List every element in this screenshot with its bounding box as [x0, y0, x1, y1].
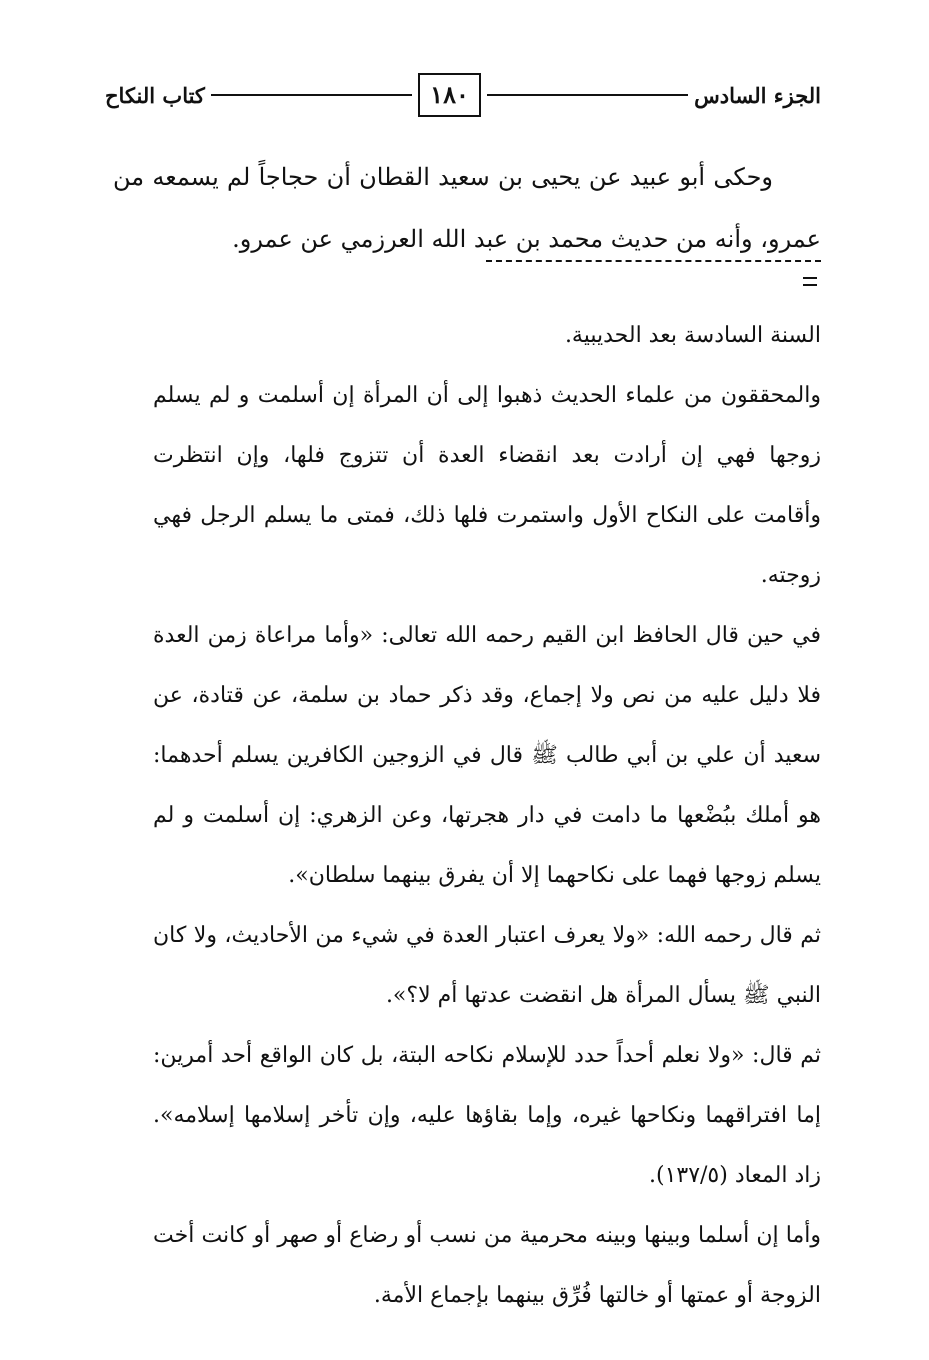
footnote-paragraph: والمحققون من علماء الحديث ذهبوا إلى أن المرأة إن أسلمت و لم يسلم زوجها فهي إن أرادت بعد انقضاء العدة أن تتزوج فلها، وإن انتظرت وأقامت على النكاح الأول واستمرت فلها ذلك، فمتى ما يسلم الرجل فهي زوجته. — [153, 383, 821, 588]
header-rule-right — [487, 94, 688, 96]
book-title: كتاب النكاح — [105, 82, 205, 108]
footnote-separator — [486, 260, 821, 262]
footnote-paragraph: في حين قال الحافظ ابن القيم رحمه الله تعالى: «وأما مراعاة زمن العدة فلا دليل عليه من نص ولا إجماع، وقد ذكر حماد بن سلمة، عن قتادة، عن سعيد أن علي بن أبي طالب ﷺ قال في الزوجين الكافرين يسلم أحدهما: هو أملك ببُضْعها ما دامت في دار هجرتها، وعن الزهري: إن أسلمت و لم يسلم زوجها فهما على نكاحهما إلا أن يفرق بينهما سلطان». — [153, 623, 821, 888]
footnote-paragraph: ثم قال: «ولا نعلم أحداً حدد للإسلام نكاحه البتة، بل كان الواقع أحد أمرين: إما افتراقهما ونكاحها غيره، وإما بقاؤها عليه، وإن تأخر إسلامها إسلامه». زاد المعاد (١٣٧/٥). — [153, 1043, 821, 1188]
footnotes — [153, 306, 821, 1326]
main-paragraph: وحكى أبو عبيد عن يحيى بن سعيد القطان أن حجاجاً لم يسمعه من عمرو، وأنه من حديث محمد بن عبد الله العرزمي عن عمرو. — [113, 163, 821, 253]
header-rule-left — [211, 94, 412, 96]
footnote-separator-mark — [803, 277, 817, 279]
footnote-paragraph: السنة السادسة بعد الحديبية. — [564, 323, 821, 348]
footnote-paragraph: ثم قال رحمه الله: «ولا يعرف اعتبار العدة في شيء من الأحاديث، ولا كان النبي ﷺ يسأل المرأة هل انقضت عدتها أم لا؟». — [153, 923, 821, 1008]
footnote-separator-mark — [803, 284, 817, 286]
page-number: ١٨٠ — [418, 73, 481, 117]
volume-title: الجزء السادس — [694, 82, 821, 108]
main-text — [113, 146, 821, 270]
footnote-paragraph: وأما إن أسلما وبينها وبينه محرمية من نسب أو رضاع أو صهر أو كانت أخت الزوجة أو عمتها أو خالتها فُرِّق بينهما بإجماع الأمة. — [153, 1223, 821, 1308]
page-header — [105, 68, 821, 122]
